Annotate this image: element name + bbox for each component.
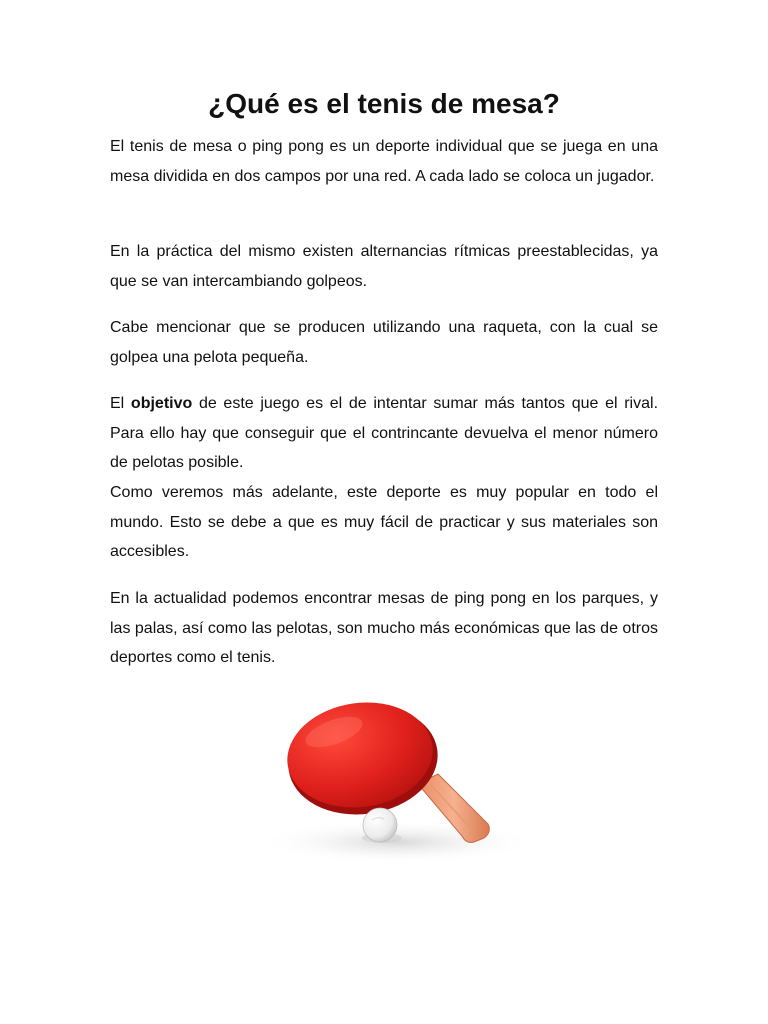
paragraph-popularity: Como veremos más adelante, este deporte es muy popular en todo el mundo. Esto se debe a que es muy fácil de practicar y sus materiales son accesibles.: [110, 484, 658, 560]
paddle-face: [280, 693, 439, 816]
ping-pong-illustration: [222, 692, 542, 870]
objective-keyword: objetivo: [130, 395, 193, 412]
objective-text-after: de este juego es el de intentar sumar más tantos que el rival. Para ello hay que conseguir que el contrincante devuelva el menor número de pelotas posible.: [110, 395, 659, 471]
paragraph-objective: [110, 389, 658, 478]
objective-text-before: El: [110, 395, 131, 412]
paragraph-equipment: Cabe mencionar que se producen utilizando una raqueta, con la cual se golpea una pelota pequeña.: [110, 319, 658, 366]
ping-pong-paddle-icon: [222, 692, 542, 870]
ping-pong-ball: [362, 808, 402, 843]
paragraph-practice: En la práctica del mismo existen alternancias rítmicas preestablecidas, ya que se van intercambiando golpeos.: [110, 243, 658, 290]
paragraph-availability: En la actualidad podemos encontrar mesas de ping pong en los parques, y las palas, así como las pelotas, son mucho más económicas que las de otros deportes como el tenis.: [110, 590, 658, 666]
page-title: ¿Qué es el tenis de mesa?: [208, 88, 560, 119]
paragraph-definition: El tenis de mesa o ping pong es un deporte individual que se juega en una mesa dividida en dos campos por una red. A cada lado se coloca un jugador.: [110, 138, 658, 185]
